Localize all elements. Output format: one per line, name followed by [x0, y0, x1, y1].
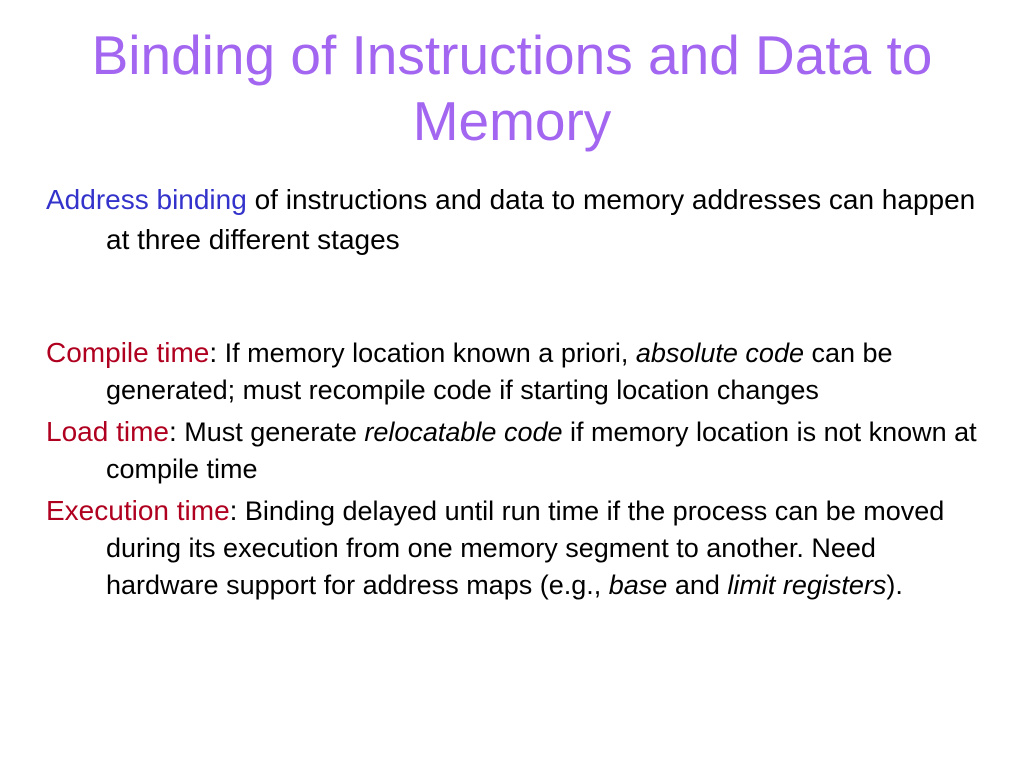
stage-emphasis-limit-registers: limit registers: [727, 570, 887, 600]
intro-text: of instructions and data to memory addresses can happen at three different stages: [106, 184, 976, 255]
stage-text-after: can be generated; must recompile code if starting location changes: [106, 338, 893, 405]
slide-body: [46, 180, 986, 604]
stage-compile-time: [46, 334, 986, 409]
stage-text-before: Must generate: [176, 417, 365, 447]
intro-paragraph: [46, 180, 986, 260]
stage-text-before: Binding delayed until run time if the process can be moved during its execution from one memory segment to another. Need hardware support for address maps (e.g.,: [106, 496, 945, 600]
stage-text-after: if memory location is not known at compile time: [106, 417, 977, 484]
stage-emphasis: absolute code: [635, 338, 804, 368]
stage-emphasis-base: base: [608, 570, 668, 600]
stage-colon: :: [229, 495, 238, 526]
stage-colon: :: [209, 337, 218, 368]
stage-text-after: ).: [886, 570, 903, 600]
stage-term: Compile time: [46, 337, 210, 368]
stage-execution-time: [46, 492, 986, 604]
stage-term: Execution time: [46, 495, 230, 526]
stage-emphasis: relocatable code: [364, 417, 563, 447]
stage-text-before: If memory location known a priori,: [217, 338, 636, 368]
stage-term: Load time: [46, 416, 169, 447]
spacer: [46, 260, 986, 334]
stage-colon: :: [168, 416, 177, 447]
intro-term: Address binding: [46, 184, 247, 215]
stage-text-middle: and: [667, 570, 728, 600]
slide-title: Binding of Instructions and Data to Memory: [91, 24, 933, 152]
stage-load-time: [46, 413, 986, 488]
